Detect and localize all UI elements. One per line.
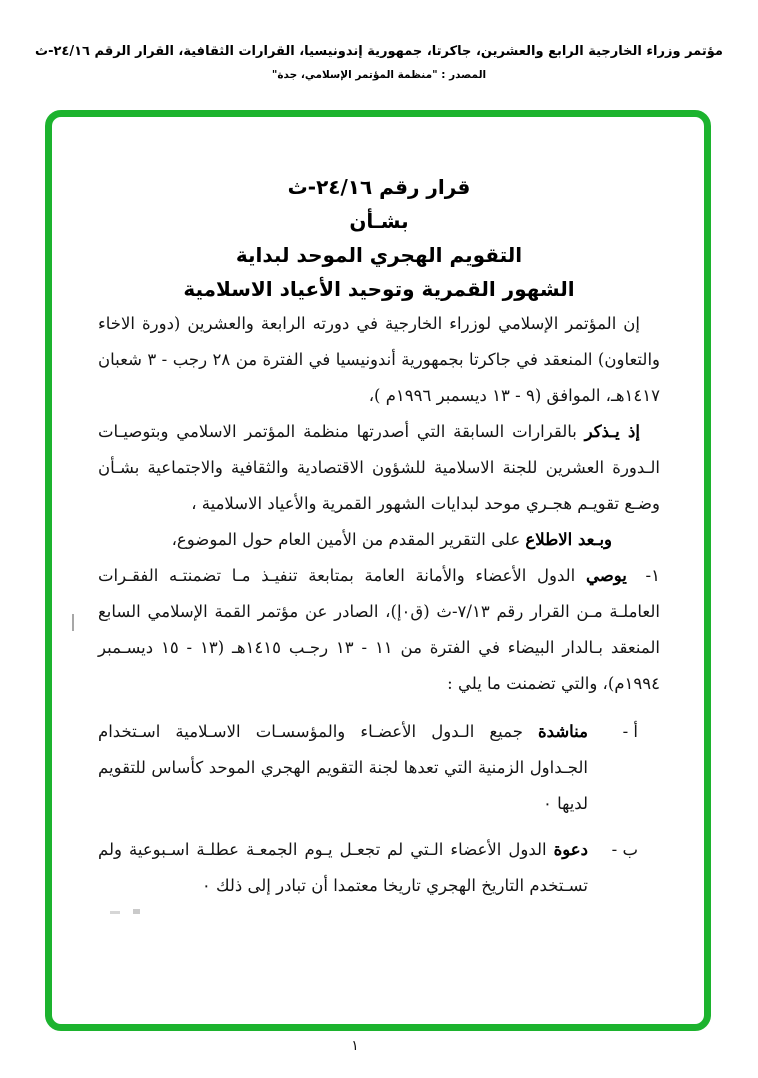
subitem-b-lead: دعوة — [553, 840, 589, 859]
paragraph-having-reviewed-lead: وبـعد الاطلاع — [525, 530, 612, 549]
title-regarding: بشـأن — [349, 209, 409, 233]
paragraph-preamble: إن المؤتمر الإسلامي لوزراء الخارجية في دورته الرابعة والعشرين (دورة الاخاء والتعاون) المنعقد في جاكرتا بجمهورية أندونيسيا في الفترة من ٢٨ رجب - ٣ شعبان ١٤١٧هـ، الموافق (٩ - ١٣ ديسمبر ١٩٩٦م )، — [98, 314, 660, 405]
title-subject-line-2: الشهور القمرية وتوحيد الأعياد الاسلامية — [183, 277, 575, 301]
scan-artifact-speck — [133, 909, 140, 914]
paragraph-recalling-text: بالقرارات السابقة التي أصدرتها منظمة المؤتمر الاسلامي وبتوصيـات الـدورة العشرين للجنة الاسلامية للشؤون الاقتصادية والثقافية والاجتماعية بشـأن وضـع تقويـم هجـري موحد لبدايات الشهور القمرية والأعياد الاسلامية ، — [98, 422, 660, 513]
paragraph-having-reviewed — [98, 522, 660, 558]
subitem-b-marker: ب - — [611, 840, 638, 859]
page-number: ١ — [351, 1038, 359, 1054]
header-conference-line: مؤتمر وزراء الخارجية الرابع والعشرين، جاكرتا، جمهورية إندونيسيا، القرارات الثقافية، القرار الرقم ٢٤/١٦-ث — [35, 44, 723, 59]
header-source-line: المصدر : "منظمة المؤتمر الإسلامي، جدة" — [271, 69, 487, 81]
scan-artifact-speck — [110, 911, 120, 914]
scan-artifact-tick — [72, 614, 74, 631]
subitem-a-marker: أ - — [622, 722, 638, 741]
subitem-a — [98, 714, 638, 822]
paragraph-recalling — [98, 414, 660, 522]
resolution-number-title: قرار رقم ٢٤/١٦-ث — [287, 175, 471, 199]
subitem-a-text: جميع الـدول الأعضـاء والمؤسسـات الاسـلامية اسـتخدام الجـداول الزمنية التي تعدها لجنة التقويم الهجري الموحد كأساس للتقويم لديها ٠ — [98, 722, 588, 813]
title-subject-line-1: التقويم الهجري الموحد لبداية — [235, 243, 523, 267]
document-header — [0, 44, 758, 81]
document-body — [98, 170, 660, 904]
subitem-a-lead: مناشدة — [538, 722, 588, 741]
paragraph-recalling-lead: إذ يـذكر — [584, 422, 640, 441]
paragraph-having-reviewed-text: على التقرير المقدم من الأمين العام حول الموضوع، — [171, 530, 521, 549]
subitem-b-text: الدول الأعضاء الـتي لم تجعـل يـوم الجمعـة عطلـة اسـبوعية ولم تسـتخدم التاريخ الهجري تاريخا معتمدا أن تبادر إلى ذلك ٠ — [98, 840, 588, 895]
operative-item-1-text: الدول الأعضاء والأمانة العامة بمتابعة تنفيـذ مـا تضمنتـه الفقـرات العاملـة مـن القرار رقم ٧/١٣-ث (ق٠إ)، الصادر عن مؤتمر القمة الإسلامي السابع المنعقد بـالدار البيضاء في الفترة من ١١ - ١٣ رجـب ١٤١٥هـ (١٣ - ١٥ ديسـمبر ١٩٩٤م)، والتي تضمنت ما يلي : — [98, 566, 661, 693]
operative-item-1-number: ١- — [645, 566, 660, 585]
subitem-b — [98, 832, 638, 904]
operative-item-1-lead: يوصي — [585, 566, 627, 585]
resolution-title-block — [98, 170, 660, 306]
operative-item-1 — [98, 558, 660, 702]
